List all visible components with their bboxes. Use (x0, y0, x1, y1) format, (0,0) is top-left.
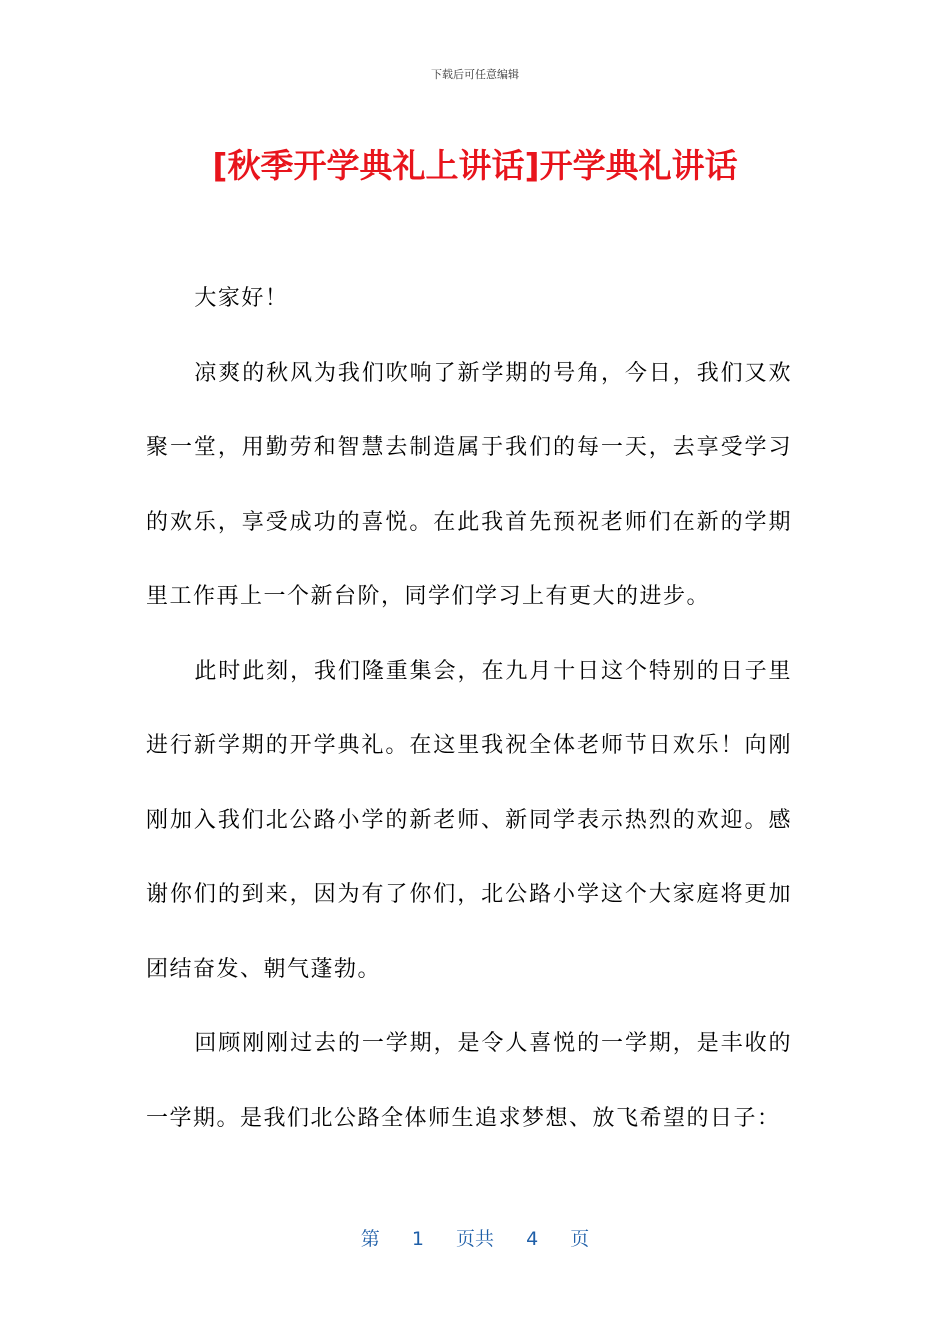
paragraph: 凉爽的秋风为我们吹响了新学期的号角，今日，我们又欢聚一堂，用勤劳和智慧去制造属于我们的每一天，去享受学习的欢乐，享受成功的喜悦。在此我首先预祝老师们在新的学期里工作再上一个新台阶，同学们学习上有更大的进步。 (146, 360, 792, 609)
paragraph: 回顾刚刚过去的一学期，是令人喜悦的一学期，是丰收的一学期。是我们北公路全体师生追求梦想、放飞希望的日子： (146, 1031, 792, 1131)
document-body (146, 262, 792, 1156)
page-footer (0, 1224, 950, 1251)
paragraph: 此时此刻，我们隆重集会，在九月十日这个特别的日子里进行新学期的开学典礼。在这里我祝全体老师节日欢乐！向刚刚加入我们北公路小学的新老师、新同学表示热烈的欢迎。感谢你们的到来，因为有了你们，北公路小学这个大家庭将更加团结奋发、朝气蓬勃。 (146, 658, 792, 982)
header-note: 下载后可任意编辑 (431, 68, 519, 81)
page-number: 第 1 页共 4 页 (360, 1228, 590, 1250)
document-title: [秋季开学典礼上讲话]开学典礼讲话 (212, 146, 738, 185)
paragraph-greeting: 大家好！ (194, 286, 289, 311)
